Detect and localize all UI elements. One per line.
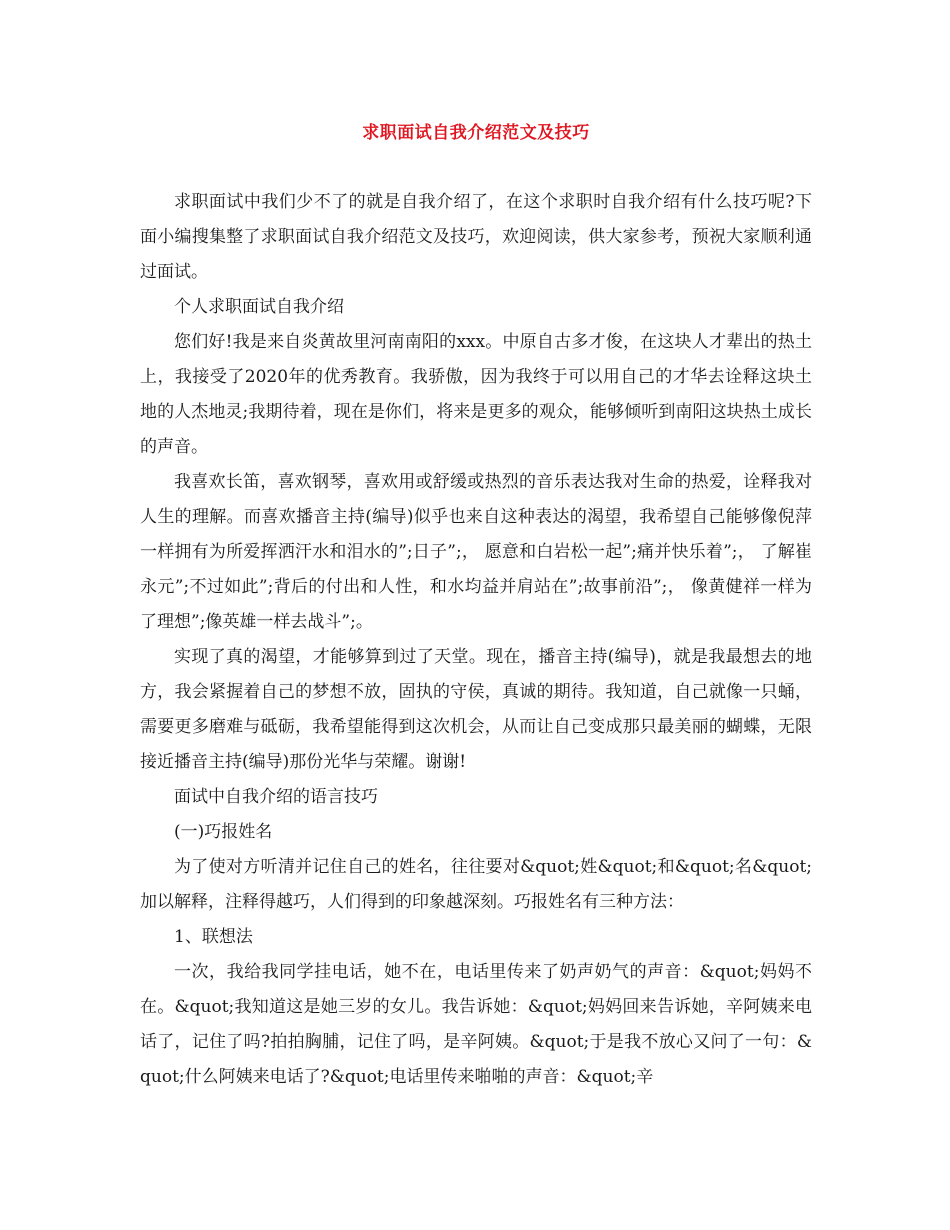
paragraph-hobbies: 我喜欢长笛，喜欢钢琴，喜欢用或舒缓或热烈的音乐表达我对生命的热爱，诠释我对人生的理解。而喜欢播音主持(编导)似乎也来自这种表达的渴望，我希望自己能够像倪萍一样拥有为所爱挥洒汗水和泪水的”;日子”;， 愿意和白岩松一起”;痛并快乐着”;， 了解崔永元”;不过如此”;背后的付出和人性，和水均益并肩站在”;故事前沿”;， 像黄健祥一样为了理想”;像英雄一样去战斗”;。 [140,472,812,632]
paragraph-greeting: 您们好!我是来自炎黄故里河南南阳的xxx。中原自古多才俊，在这块人才辈出的热土上，我接受了2020年的优秀教育。我骄傲，因为我终于可以用自己的才华去诠释这块土地的人杰地灵;我期待着，现在是你们，将来是更多的观众，能够倾听到南阳这块热土成长的声音。 [140,332,812,457]
section-heading-language-skills: 面试中自我介绍的语言技巧 [174,787,378,807]
paragraph-name-explanation: 为了使对方听清并记住自己的姓名，往往要对&quot;姓&quot;和&quot;名&quot;加以解释，注释得越巧，人们得到的印象越深刻。巧报姓名有三种方法： [140,857,812,912]
paragraph-intro: 求职面试中我们少不了的就是自我介绍了，在这个求职时自我介绍有什么技巧呢?下面小编搜集整了求职面试自我介绍范文及技巧，欢迎阅读，供大家参考，预祝大家顺利通过面试。 [140,192,812,282]
document-page [140,118,812,1095]
document-title: 求职面试自我介绍范文及技巧 [362,123,590,143]
section-heading-personal-intro: 个人求职面试自我介绍 [174,297,344,317]
paragraph-aspiration: 实现了真的渴望，才能够算到过了天堂。现在，播音主持(编导)，就是我最想去的地方，我会紧握着自己的梦想不放，固执的守侯，真诚的期待。我知道，自己就像一只蛹，需要更多磨难与砥砺，我希望能得到这次机会，从而让自己变成那只最美丽的蝴蝶，无限接近播音主持(编导)那份光华与荣耀。谢谢! [140,647,812,772]
subsection-heading-name: (一)巧报姓名 [174,822,273,842]
paragraph-phone-story: 一次，我给我同学挂电话，她不在，电话里传来了奶声奶气的声音：&quot;妈妈不在。&quot;我知道这是她三岁的女儿。我告诉她：&quot;妈妈回来告诉她，辛阿姨来电话了，记住了吗?拍拍胸脯，记住了吗，是辛阿姨。&quot;于是我不放心又问了一句：&quot;什么阿姨来电话了?&quot;电话里传来啪啪的声音：&quot;辛 [140,962,812,1087]
method-heading-association: 1、联想法 [174,927,253,947]
